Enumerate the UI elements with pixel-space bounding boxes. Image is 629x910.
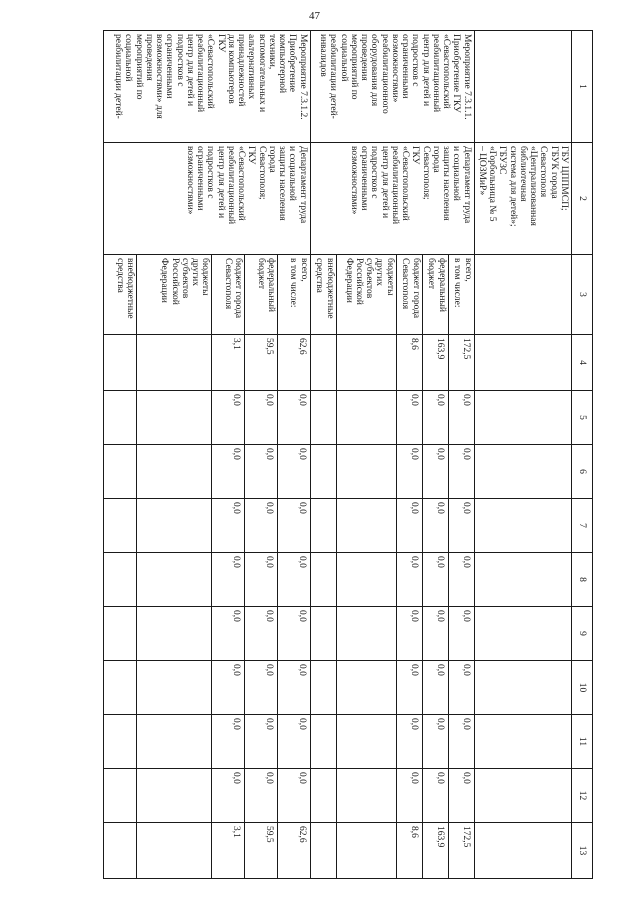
source-label: всего, в том числе:: [277, 255, 310, 335]
value-cell: 0,0: [212, 499, 245, 553]
value-cell: 59,5: [245, 335, 278, 391]
value-cell: 0,0: [448, 499, 474, 553]
value-cell: 8,6: [396, 335, 422, 391]
value-cell: 0,0: [212, 445, 245, 499]
value-cell: 62,6: [277, 823, 310, 879]
value-cell: 3,1: [212, 335, 245, 391]
measure-row: [277, 31, 310, 879]
value-cell: [310, 823, 336, 879]
cont-measure-cell: [474, 31, 571, 143]
financing-table: [103, 30, 593, 879]
value-cell: [136, 391, 212, 445]
value-cell: 0,0: [448, 553, 474, 607]
value-cell: 172,5: [448, 823, 474, 879]
value-cell: 0,0: [448, 445, 474, 499]
col-header: 2: [572, 143, 593, 255]
value-cell: [336, 445, 396, 499]
value-cell: 0,0: [245, 391, 278, 445]
cont-executor-cell: ГБУ ЦППМСП; ГБУК города Севастополя «Централизованная библиотечная система для детей»; ГБУЗС «Горбольница № 5 – ЦОЗМиР»: [474, 143, 571, 255]
value-cell: 0,0: [448, 661, 474, 715]
value-cell: 0,0: [422, 445, 448, 499]
value-cell: [104, 661, 137, 715]
value-cell: 0,0: [448, 607, 474, 661]
value-cell: [336, 391, 396, 445]
value-cell: [136, 823, 212, 879]
value-cell: 0,0: [448, 715, 474, 769]
value-cell: 163,9: [422, 823, 448, 879]
source-label: бюджеты других субъектов Российской Федерации: [136, 255, 212, 335]
value-cell: 0,0: [422, 715, 448, 769]
source-label: внебюджетные средства: [104, 255, 137, 335]
value-cell: [310, 335, 336, 391]
value-cell: 0,0: [396, 445, 422, 499]
col-header: 8: [572, 553, 593, 607]
value-cell: 0,0: [212, 553, 245, 607]
measure-name: Мероприятие 7.3.1.2. Приобретение компьютерной техники, вспомогательных и альтернативных принадлежностей для компьютеров ГКУ «Севастопольский реабилитационный центр для детей и подростков с ограниченными возможностями» для проведения мероприятий по социальной реабилитации детей-: [104, 31, 311, 143]
value-cell: 0,0: [245, 553, 278, 607]
value-cell: 59,5: [245, 823, 278, 879]
value-cell: [104, 823, 137, 879]
value-cell: [104, 715, 137, 769]
value-cell: 0,0: [422, 553, 448, 607]
col-header: 9: [572, 607, 593, 661]
value-cell: [104, 335, 137, 391]
value-cell: 0,0: [212, 769, 245, 823]
col-header: 10: [572, 661, 593, 715]
value-cell: 0,0: [277, 391, 310, 445]
value-cell: [104, 553, 137, 607]
value-cell: [310, 445, 336, 499]
value-cell: 0,0: [396, 391, 422, 445]
value-cell: [104, 769, 137, 823]
value-cell: 3,1: [212, 823, 245, 879]
value-cell: 0,0: [245, 499, 278, 553]
value-cell: 0,0: [245, 769, 278, 823]
value-cell: 0,0: [212, 607, 245, 661]
value-cell: 0,0: [396, 661, 422, 715]
value-cell: 0,0: [422, 607, 448, 661]
measure-executor: Департамент труда и социальной защиты населения города Севастополя; ГКУ «Севастопольский реабилитационный центр для детей и подростков с ограниченными возможностями»: [310, 143, 474, 255]
value-cell: 0,0: [277, 553, 310, 607]
value-cell: [136, 769, 212, 823]
value-cell: [310, 391, 336, 445]
value-cell: 0,0: [422, 391, 448, 445]
value-cell: [310, 607, 336, 661]
source-label: федеральный бюджет: [422, 255, 448, 335]
measure-executor: Департамент труда и социальной защиты населения города Севастополя; ГКУ «Севастопольский реабилитационный центр для детей и подростков с ограниченными возможностями»: [104, 143, 311, 255]
value-cell: [104, 607, 137, 661]
value-cell: 0,0: [277, 607, 310, 661]
value-cell: 0,0: [448, 391, 474, 445]
value-cell: 0,0: [277, 445, 310, 499]
col-header: 7: [572, 499, 593, 553]
source-label: бюджеты других субъектов Российской Федерации: [336, 255, 396, 335]
value-cell: 0,0: [212, 391, 245, 445]
value-cell: 0,0: [245, 715, 278, 769]
value-cell: [336, 499, 396, 553]
source-label: всего, в том числе:: [448, 255, 474, 335]
value-cell: 0,0: [422, 661, 448, 715]
value-cell: [336, 661, 396, 715]
value-cell: [336, 715, 396, 769]
value-cell: [336, 553, 396, 607]
col-header: 5: [572, 391, 593, 445]
value-cell: [310, 553, 336, 607]
value-cell: [136, 607, 212, 661]
value-cell: 0,0: [396, 715, 422, 769]
value-cell: 0,0: [245, 607, 278, 661]
value-cell: [310, 715, 336, 769]
col-header: 3: [572, 255, 593, 335]
col-header: 13: [572, 823, 593, 879]
value-cell: [136, 335, 212, 391]
col-header: 12: [572, 769, 593, 823]
col-header: 1: [572, 31, 593, 143]
value-cell: [136, 499, 212, 553]
value-cell: 0,0: [245, 445, 278, 499]
value-cell: 0,0: [277, 715, 310, 769]
value-cell: 0,0: [212, 661, 245, 715]
source-label: бюджет города Севастополя: [212, 255, 245, 335]
value-cell: 0,0: [277, 499, 310, 553]
value-cell: [310, 769, 336, 823]
value-cell: 0,0: [422, 769, 448, 823]
value-cell: 0,0: [396, 769, 422, 823]
value-cell: 0,0: [396, 499, 422, 553]
measure-row: [448, 31, 474, 879]
value-cell: [336, 607, 396, 661]
value-cell: [104, 499, 137, 553]
value-cell: [310, 661, 336, 715]
value-cell: 0,0: [277, 769, 310, 823]
value-cell: [136, 715, 212, 769]
rotated-table-wrapper: [103, 30, 593, 910]
value-cell: 62,6: [277, 335, 310, 391]
value-cell: [104, 391, 137, 445]
value-cell: 163,9: [422, 335, 448, 391]
value-cell: [136, 661, 212, 715]
measure-name: Мероприятие 7.3.1.1. Приобретение ГКУ «Севастопольский реабилитационный центр для детей и подростков с ограниченными возможностями» реабилитационного оборудования для проведения мероприятий по социальной реабилитации детей- инвалидов: [310, 31, 474, 143]
source-label: федеральный бюджет: [245, 255, 278, 335]
value-cell: 0,0: [245, 661, 278, 715]
continuation-row: [474, 31, 571, 879]
value-cell: [336, 769, 396, 823]
value-cell: [136, 553, 212, 607]
col-header: 11: [572, 715, 593, 769]
value-cell: [336, 335, 396, 391]
page-number: 47: [309, 10, 320, 22]
source-label: бюджет города Севастополя: [396, 255, 422, 335]
value-cell: [136, 445, 212, 499]
source-label: внебюджетные средства: [310, 255, 336, 335]
value-cell: 0,0: [396, 553, 422, 607]
value-cell: [336, 823, 396, 879]
value-cell: 0,0: [212, 715, 245, 769]
value-cell: 0,0: [422, 499, 448, 553]
value-cell: [310, 499, 336, 553]
column-number-row: [572, 31, 593, 879]
value-cell: 0,0: [277, 661, 310, 715]
value-cell: 0,0: [448, 769, 474, 823]
col-header: 4: [572, 335, 593, 391]
value-cell: 8,6: [396, 823, 422, 879]
value-cell: 172,5: [448, 335, 474, 391]
value-cell: 0,0: [396, 607, 422, 661]
col-header: 6: [572, 445, 593, 499]
value-cell: [104, 445, 137, 499]
